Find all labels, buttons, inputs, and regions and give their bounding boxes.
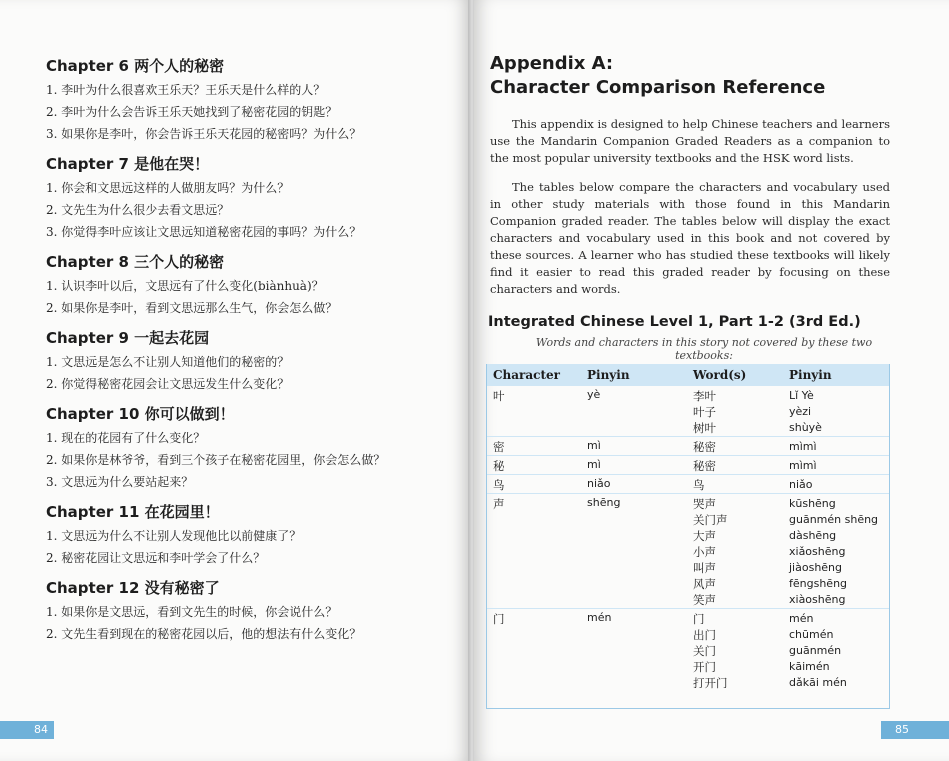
words-cell [687, 475, 783, 494]
chapter-title: Chapter 12 没有秘密了 [46, 579, 220, 597]
character-cell: 鸟 [487, 475, 581, 494]
word-pinyin: dàshēng [789, 529, 837, 542]
question: 2. 如果你是李叶，看到文思远那么生气，你会怎么做？ [46, 301, 338, 315]
pinyin-cell: niǎo [581, 475, 687, 494]
word-pinyin: fēngshēng [789, 577, 848, 590]
left-page [0, 0, 470, 761]
words-cell [687, 494, 783, 609]
word-pinyin: kūshēng [789, 497, 836, 510]
word: 笑声 [693, 593, 716, 607]
chapter-block [46, 328, 456, 392]
word-pinyin: guānmén [789, 644, 842, 657]
column-header-character: Character [487, 364, 581, 386]
intro-paragraph: The tables below compare the characters and vocabulary used in other study materials with those found in this Mandarin Companion graded reader. The tables below will display the exact characters and vocabulary used in this book and not covered by these sources. A learner who has studied these textbooks will likely find it easier to read this graded reader by focusing on these characters and words. [490, 180, 890, 296]
chapter-title: Chapter 8 三个人的秘密 [46, 253, 225, 271]
chapter-block [46, 502, 456, 566]
word-pinyin: mìmì [789, 440, 817, 453]
column-header-words: Word(s) [687, 364, 783, 386]
question: 1. 你会和文思远这样的人做朋友吗？为什么？ [46, 181, 290, 195]
question: 1. 文思远为什么不让别人发现他比以前健康了？ [46, 529, 302, 543]
word: 大声 [693, 529, 716, 543]
chapter-block [46, 578, 456, 642]
question: 3. 如果你是李叶，你会告诉王乐天花园的秘密吗？为什么？ [46, 127, 362, 141]
table-row [487, 475, 889, 494]
appendix-title-line2: Character Comparison Reference [490, 77, 826, 98]
table-row [487, 609, 889, 692]
question: 1. 现在的花园有了什么变化？ [46, 431, 206, 445]
word-pinyin-cell [783, 494, 889, 609]
chapter-block [46, 56, 456, 142]
chapter-title: Chapter 9 一起去花园 [46, 329, 210, 347]
chapter-title: Chapter 7 是他在哭！ [46, 155, 210, 173]
words-cell [687, 456, 783, 475]
word-pinyin: dǎkāi mén [789, 676, 847, 689]
question: 1. 文思远是怎么不让别人知道他们的秘密的？ [46, 355, 290, 369]
chapter-block [46, 404, 456, 490]
character-cell: 秘 [487, 456, 581, 475]
intro-text [490, 116, 890, 310]
chapter-title: Chapter 10 你可以做到！ [46, 405, 235, 423]
word: 李叶 [693, 389, 716, 403]
column-header-pinyin: Pinyin [581, 364, 687, 386]
word: 门 [693, 612, 705, 626]
question: 1. 李叶为什么很喜欢王乐天？王乐天是什么样的人？ [46, 83, 326, 97]
page-number: 85 [881, 721, 949, 739]
chapter-title: Chapter 11 在花园里！ [46, 503, 220, 521]
section-title: Integrated Chinese Level 1, Part 1-2 (3rd Ed.) [488, 314, 861, 330]
character-cell: 声 [487, 494, 581, 609]
word-pinyin: kāimén [789, 660, 830, 673]
question: 1. 认识李叶以后，文思远有了什么变化(biànhuà)？ [46, 279, 324, 293]
word-pinyin: jiàoshēng [789, 561, 843, 574]
question: 2. 李叶为什么会告诉王乐天她找到了秘密花园的钥匙？ [46, 105, 338, 119]
character-cell: 密 [487, 437, 581, 456]
word: 鸟 [693, 478, 705, 492]
word: 叫声 [693, 561, 716, 575]
appendix-title [490, 52, 825, 100]
pinyin-cell: mì [581, 456, 687, 475]
word: 秘密 [693, 440, 716, 454]
word: 开门 [693, 660, 716, 674]
word-pinyin: xiàoshēng [789, 593, 846, 606]
table-header-row [487, 364, 889, 386]
discussion-questions [46, 56, 456, 654]
pinyin-cell: mén [581, 609, 687, 692]
word-pinyin-cell [783, 475, 889, 494]
word-pinyin-cell [783, 437, 889, 456]
question: 2. 文先生看到现在的秘密花园以后，他的想法有什么变化？ [46, 627, 362, 641]
appendix-title-line1: Appendix A: [490, 53, 614, 74]
word-pinyin-cell [783, 386, 889, 437]
intro-paragraph: This appendix is designed to help Chinese teachers and learners use the Mandarin Companion Graded Readers as a companion to the most popular university textbooks and the HSK word lists. [490, 117, 890, 165]
section-subtitle: Words and characters in this story not covered by these two textbooks: [535, 336, 873, 362]
question: 3. 你觉得李叶应该让文思远知道秘密花园的事吗？为什么？ [46, 225, 362, 239]
word-pinyin: xiǎoshēng [789, 545, 846, 558]
word-pinyin: niǎo [789, 478, 813, 491]
column-header-word-pinyin: Pinyin [783, 364, 889, 386]
word: 树叶 [693, 421, 716, 435]
word-pinyin: guānmén shēng [789, 513, 879, 526]
pinyin-cell: mì [581, 437, 687, 456]
word: 秘密 [693, 459, 716, 473]
word-pinyin: yèzi [789, 405, 812, 418]
word: 打开门 [693, 676, 728, 690]
word: 哭声 [693, 497, 716, 511]
question: 3. 文思远为什么要站起来？ [46, 475, 194, 489]
word: 小声 [693, 545, 716, 559]
word: 关门 [693, 644, 716, 658]
question: 2. 你觉得秘密花园会让文思远发生什么变化？ [46, 377, 290, 391]
words-cell [687, 437, 783, 456]
word-pinyin-cell [783, 456, 889, 475]
question: 2. 秘密花园让文思远和李叶学会了什么？ [46, 551, 266, 565]
word-pinyin: shùyè [789, 421, 822, 434]
word: 风声 [693, 577, 716, 591]
word: 出门 [693, 628, 716, 642]
character-cell: 叶 [493, 389, 505, 403]
word-pinyin: mén [789, 612, 814, 625]
word: 关门声 [693, 513, 728, 527]
word-pinyin-cell [783, 609, 889, 692]
table-row [487, 456, 889, 475]
word-pinyin: Lǐ Yè [789, 389, 814, 402]
chapter-title: Chapter 6 两个人的秘密 [46, 57, 225, 75]
comparison-table [486, 364, 890, 709]
chapter-block [46, 252, 456, 316]
character-cell: 门 [487, 609, 581, 692]
right-page [474, 0, 949, 761]
table-row [487, 494, 889, 609]
pinyin-cell: shēng [581, 494, 687, 609]
question: 1. 如果你是文思远，看到文先生的时候，你会说什么？ [46, 605, 338, 619]
chapter-block [46, 154, 456, 240]
question: 2. 文先生为什么很少去看文思远？ [46, 203, 230, 217]
table-row [487, 437, 889, 456]
table-row [487, 386, 889, 437]
word: 叶子 [693, 405, 716, 419]
word-pinyin: mìmì [789, 459, 817, 472]
word-pinyin: chūmén [789, 628, 834, 641]
words-cell [687, 609, 783, 692]
pinyin-cell: yè [587, 388, 601, 401]
question: 2. 如果你是林爷爷，看到三个孩子在秘密花园里，你会怎么做？ [46, 453, 386, 467]
page-number: 84 [0, 721, 54, 739]
words-cell [687, 386, 783, 437]
